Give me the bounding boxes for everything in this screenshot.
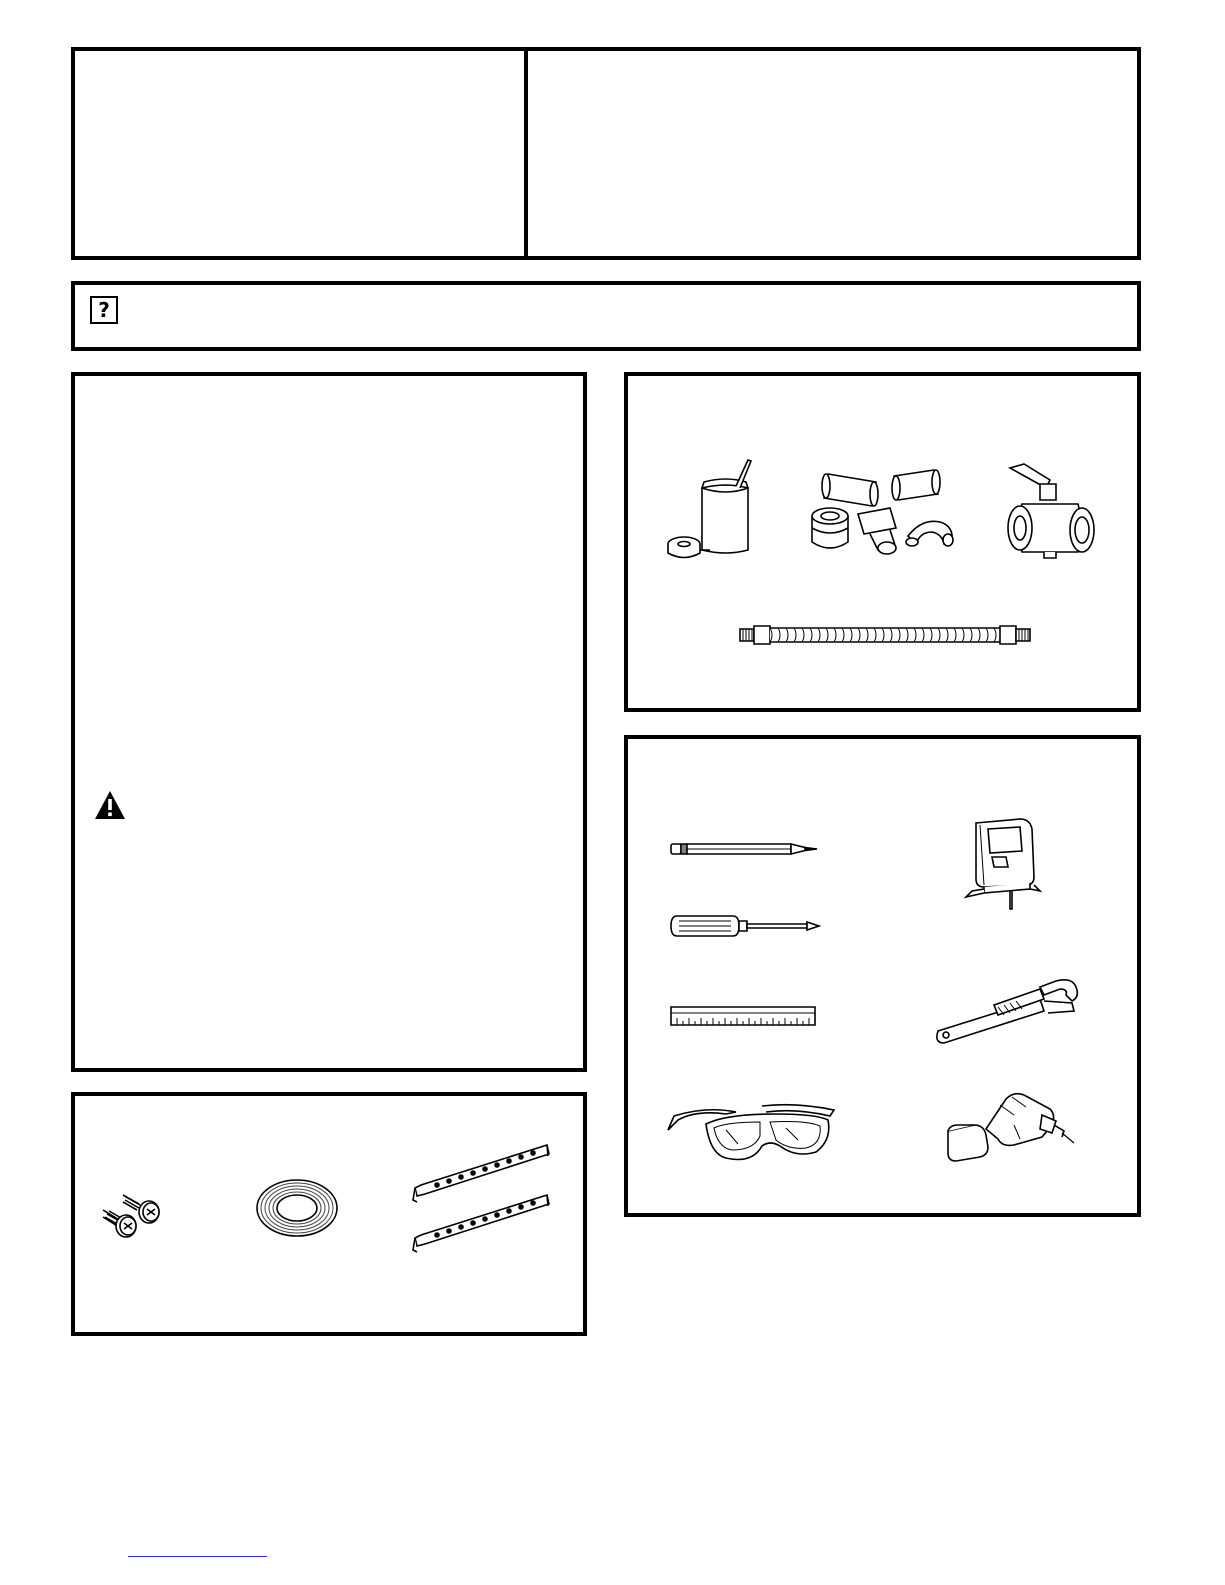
flex-connector-icon (738, 623, 1032, 647)
drill-icon (944, 1085, 1076, 1175)
pipe-wrench-icon (932, 977, 1088, 1045)
shutoff-valve-icon (1004, 460, 1100, 560)
safety-glasses-icon (666, 1100, 840, 1170)
ruler-icon (669, 1005, 819, 1029)
pencil-icon (669, 840, 821, 858)
tools-needed-panel (624, 735, 1141, 1217)
materials-needed-panel (624, 372, 1141, 712)
tip-bar (71, 281, 1141, 351)
screws-icon (99, 1190, 169, 1242)
installation-info-panel (71, 372, 587, 1072)
screwdriver-icon (669, 911, 821, 941)
jigsaw-icon (954, 817, 1048, 911)
bracket-icon (407, 1140, 557, 1260)
pipe-fittings-icon (806, 464, 966, 562)
parts-included-panel (71, 1092, 587, 1336)
warning-icon (94, 790, 126, 820)
tape-roll-icon (255, 1178, 339, 1238)
link-underline (128, 1556, 267, 1557)
header-divider (524, 47, 528, 260)
pipe-compound-icon (666, 458, 756, 558)
header-box (71, 47, 1141, 260)
question-icon: ? (90, 296, 118, 324)
